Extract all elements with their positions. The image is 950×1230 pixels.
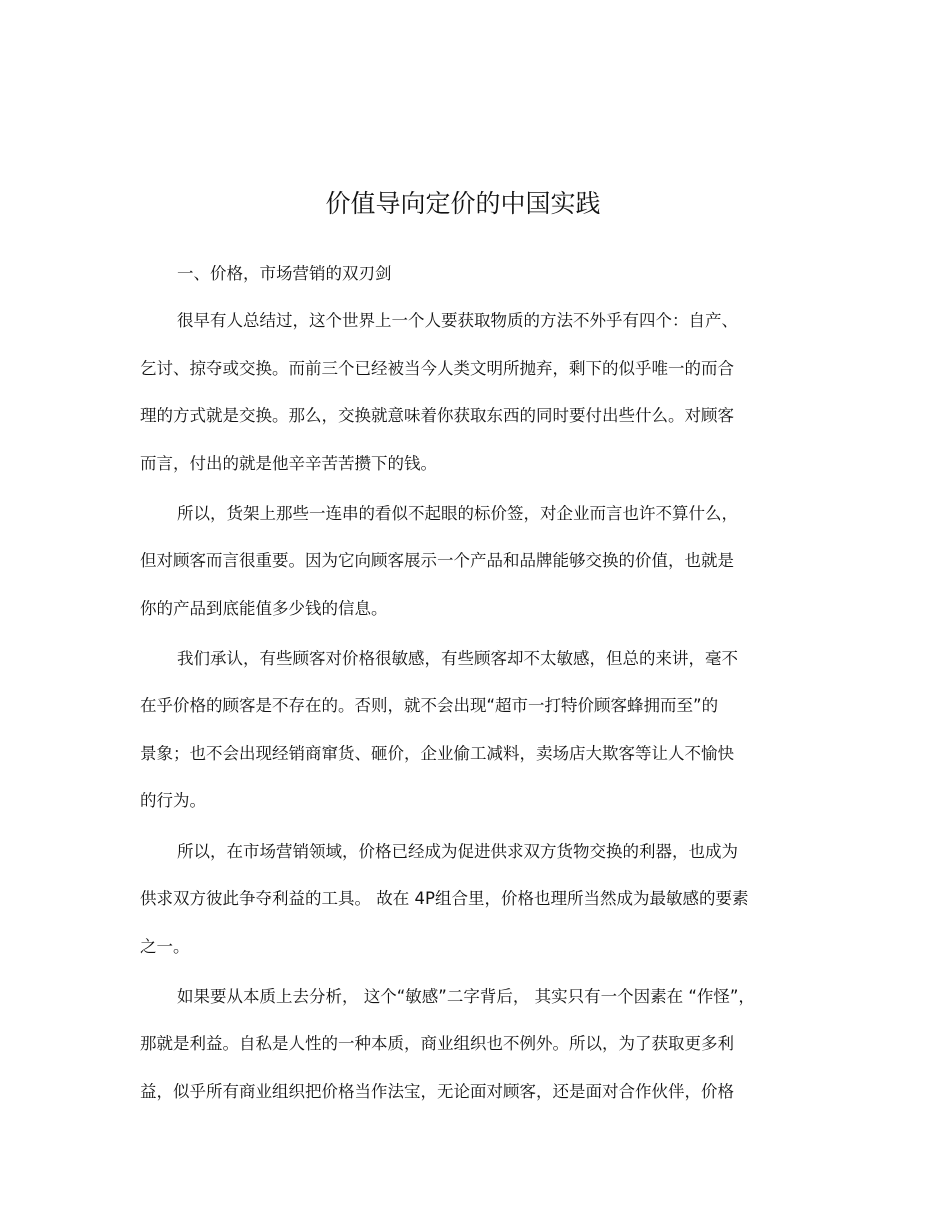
paragraph-line: 理的方式就是交换。那么，交换就意味着你获取东西的同时要付出些什么。对顾客 <box>140 406 734 425</box>
paragraph-line: 的行为。 <box>140 791 206 810</box>
paragraph-line: 所以，货架上那些一连串的看似不起眼的标价签，对企业而言也许不算什么， <box>177 504 738 523</box>
paragraph-line: 那就是利益。自私是人性的一种本质，商业组织也不例外。所以，为了获取更多利 <box>140 1034 734 1053</box>
paragraph-line: 益，似乎所有商业组织把价格当作法宝，无论面对顾客，还是面对合作伙伴，价格 <box>140 1082 734 1101</box>
paragraph-line: 供求双方彼此争夺利益的工具。 故在 4P组合里，价格也理所当然成为最敏感的要素 <box>140 889 749 908</box>
paragraph-line: 乞讨、掠夺或交换。而前三个已经被当今人类文明所抛弃，剩下的似乎唯一的而合 <box>140 359 734 378</box>
paragraph-line: 我们承认，有些顾客对价格很敏感，有些顾客却不太敏感，但总的来讲，毫不 <box>177 649 738 668</box>
section-heading: 一、价格，市场营销的双刃剑 <box>177 264 392 283</box>
document-title: 价值导向定价的中国实践 <box>325 189 601 218</box>
paragraph-line: 很早有人总结过，这个世界上一个人要获取物质的方法不外乎有四个：自产、 <box>177 311 738 330</box>
paragraph-line: 在乎价格的顾客是不存在的。否则，就不会出现“超市一打特价顾客蜂拥而至”的 <box>140 696 719 715</box>
paragraph-line: 之一。 <box>140 937 190 956</box>
paragraph-line: 而言，付出的就是他辛辛苦苦攒下的钱。 <box>140 454 437 473</box>
paragraph-line: 景象；也不会出现经销商窜货、砸价，企业偷工减料，卖场店大欺客等让人不愉快 <box>140 744 734 763</box>
paragraph-line: 如果要从本质上去分析， 这个“敏感”二字背后， 其实只有一个因素在 “作怪”， <box>177 987 755 1006</box>
paragraph-line: 你的产品到底能值多少钱的信息。 <box>140 599 388 618</box>
paragraph-line: 但对顾客而言很重要。因为它向顾客展示一个产品和品牌能够交换的价值，也就是 <box>140 551 734 570</box>
paragraph-line: 所以，在市场营销领域，价格已经成为促进供求双方货物交换的利器，也成为 <box>177 842 738 861</box>
